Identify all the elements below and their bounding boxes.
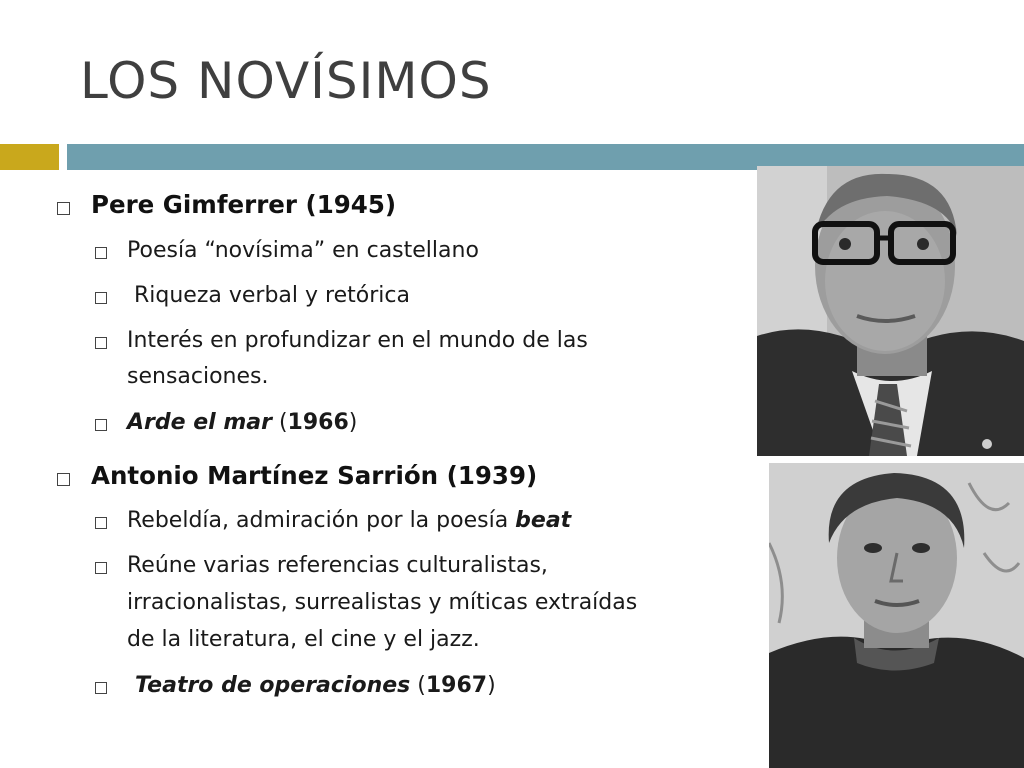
bullet-box-icon [95,517,107,529]
bullet-box-icon [57,473,70,486]
accent-bar-gold [0,144,59,170]
work-paren-close: ) [348,410,358,435]
sub-bullet: Riqueza verbal y retórica [127,283,410,308]
work-paren-open: ( [410,673,426,698]
sub-bullet-work [135,673,496,698]
sub-bullet-italic: beat [515,508,572,533]
work-paren-open: ( [271,410,288,435]
bullet-box-icon [95,682,107,694]
sub-bullet-continuation: sensaciones. [127,364,269,389]
bullet-box-icon [57,202,70,215]
work-paren-close: ) [487,673,496,698]
sub-bullet: Reúne varias referencias culturalistas, [127,553,548,578]
portrait-illustration [769,463,1024,768]
bullet-heading: Antonio Martínez Sarrión (1939) [91,461,538,490]
sub-bullet-continuation: de la literatura, el cine y el jazz. [127,627,480,652]
bullet-box-icon [95,419,107,431]
bullet-box-icon [95,337,107,349]
sub-bullet-continuation: irracionalistas, surrealistas y míticas extraídas [127,590,638,615]
bullet-box-icon [95,562,107,574]
sub-bullet: Poesía “novísima” en castellano [127,238,479,263]
slide-title: LOS NOVÍSIMOS [80,52,492,110]
bullet-box-icon [95,247,107,259]
sub-bullet: Interés en profundizar en el mundo de las [127,328,588,353]
portrait-photo-sarrion [769,463,1024,768]
sub-bullet-text: Rebeldía, admiración por la poesía [127,508,516,533]
work-title: Teatro de operaciones [135,673,411,698]
bullet-box-icon [95,292,107,304]
sub-bullet-work [127,410,357,435]
work-year: 1966 [287,410,349,435]
bullet-heading: Pere Gimferrer (1945) [91,190,397,219]
portrait-illustration [757,166,1024,456]
work-title: Arde el mar [127,410,272,435]
portrait-photo-gimferrer [757,166,1024,456]
work-year: 1967 [425,673,488,698]
sub-bullet [127,508,571,533]
